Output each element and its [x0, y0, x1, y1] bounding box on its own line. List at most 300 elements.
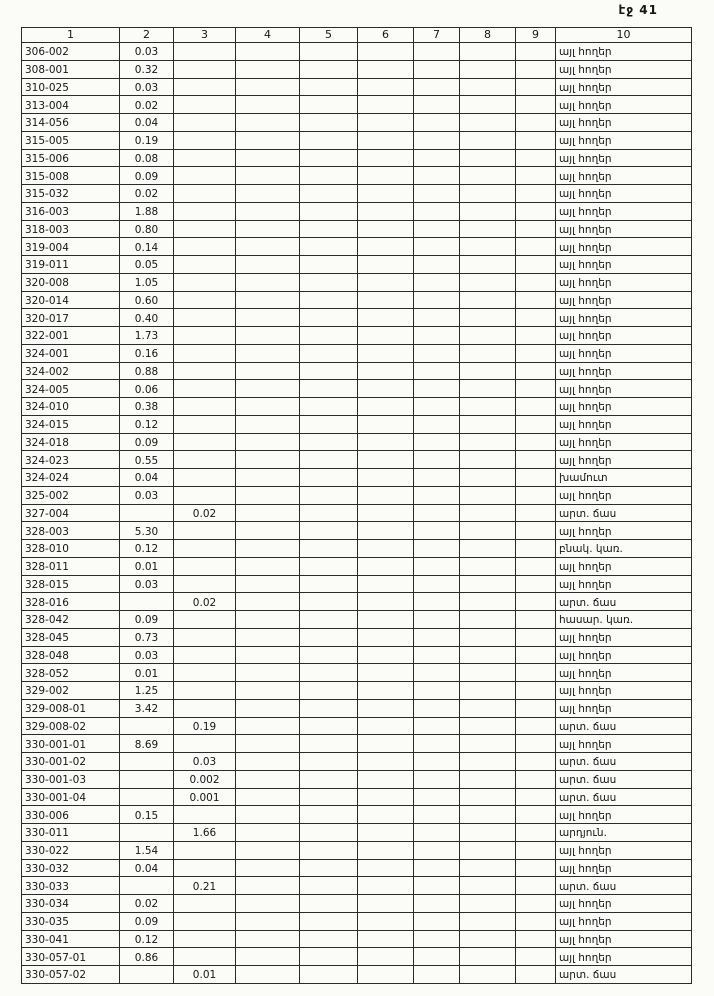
- cell-empty: [414, 256, 460, 274]
- cell-v2: 5.30: [120, 522, 174, 540]
- cell-code: 330-001-02: [22, 753, 120, 771]
- cell-empty: [358, 238, 414, 256]
- cell-empty: [300, 398, 358, 416]
- cell-v3: [174, 344, 236, 362]
- cell-empty: [460, 469, 516, 487]
- cell-use: այլ հողեր: [556, 912, 692, 930]
- table-row: [22, 486, 692, 504]
- cell-empty: [358, 540, 414, 558]
- cell-empty: [516, 753, 556, 771]
- cell-empty: [300, 770, 358, 788]
- cell-empty: [460, 646, 516, 664]
- cell-empty: [358, 327, 414, 345]
- cell-empty: [414, 202, 460, 220]
- cell-empty: [460, 682, 516, 700]
- cell-empty: [358, 735, 414, 753]
- cell-empty: [460, 433, 516, 451]
- cell-empty: [516, 344, 556, 362]
- cell-code: 330-057-02: [22, 966, 120, 984]
- cell-empty: [300, 78, 358, 96]
- cell-empty: [516, 895, 556, 913]
- cell-v3: [174, 912, 236, 930]
- cell-code: 330-035: [22, 912, 120, 930]
- cell-empty: [236, 912, 300, 930]
- cell-use: այլ հողեր: [556, 646, 692, 664]
- cell-use: արտ. ճաս: [556, 966, 692, 984]
- table-row: [22, 149, 692, 167]
- cell-empty: [236, 469, 300, 487]
- cell-empty: [414, 327, 460, 345]
- cell-empty: [236, 806, 300, 824]
- table-row: [22, 841, 692, 859]
- cell-empty: [516, 877, 556, 895]
- cell-empty: [300, 966, 358, 984]
- cell-use: այլ հողեր: [556, 451, 692, 469]
- cell-use: այլ հողեր: [556, 96, 692, 114]
- cell-empty: [358, 877, 414, 895]
- cell-code: 330-001-04: [22, 788, 120, 806]
- cell-v3: [174, 185, 236, 203]
- cell-empty: [516, 859, 556, 877]
- cell-empty: [358, 628, 414, 646]
- cell-empty: [516, 167, 556, 185]
- cell-v2: 0.12: [120, 930, 174, 948]
- cell-v3: [174, 682, 236, 700]
- cell-empty: [460, 717, 516, 735]
- cell-v3: [174, 273, 236, 291]
- cell-use: այլ հողեր: [556, 273, 692, 291]
- cell-code: 328-042: [22, 611, 120, 629]
- cell-code: 315-005: [22, 131, 120, 149]
- cell-empty: [358, 433, 414, 451]
- cell-empty: [414, 451, 460, 469]
- cell-code: 314-056: [22, 114, 120, 132]
- cell-v3: [174, 486, 236, 504]
- cell-empty: [460, 43, 516, 61]
- cell-v3: 0.002: [174, 770, 236, 788]
- cell-empty: [414, 682, 460, 700]
- cell-use: արտ. ճաս: [556, 593, 692, 611]
- table-row: [22, 948, 692, 966]
- table-row: [22, 504, 692, 522]
- column-header: 6: [358, 28, 414, 43]
- cell-code: 320-008: [22, 273, 120, 291]
- cell-use: այլ հողեր: [556, 699, 692, 717]
- cell-use: այլ հողեր: [556, 114, 692, 132]
- cell-use: այլ հողեր: [556, 220, 692, 238]
- cell-empty: [358, 398, 414, 416]
- cell-code: 328-048: [22, 646, 120, 664]
- cell-empty: [460, 948, 516, 966]
- cell-code: 328-015: [22, 575, 120, 593]
- cell-v2: 0.03: [120, 575, 174, 593]
- cell-empty: [414, 859, 460, 877]
- cell-empty: [236, 433, 300, 451]
- cell-v2: 0.01: [120, 557, 174, 575]
- cell-v2: [120, 966, 174, 984]
- cell-code: 330-006: [22, 806, 120, 824]
- cell-empty: [300, 167, 358, 185]
- cell-v2: [120, 824, 174, 842]
- cell-empty: [358, 309, 414, 327]
- cell-empty: [300, 362, 358, 380]
- cell-code: 330-057-01: [22, 948, 120, 966]
- cell-v3: [174, 930, 236, 948]
- table-row: [22, 327, 692, 345]
- cell-code: 310-025: [22, 78, 120, 96]
- cell-v3: [174, 415, 236, 433]
- cell-empty: [516, 699, 556, 717]
- cell-empty: [460, 753, 516, 771]
- cell-empty: [300, 682, 358, 700]
- cell-empty: [236, 344, 300, 362]
- cell-empty: [516, 682, 556, 700]
- cell-empty: [300, 628, 358, 646]
- table-row: [22, 966, 692, 984]
- cell-use: այլ հողեր: [556, 291, 692, 309]
- cell-empty: [236, 841, 300, 859]
- cell-v3: [174, 43, 236, 61]
- cell-v2: 1.73: [120, 327, 174, 345]
- column-header: 5: [300, 28, 358, 43]
- cell-empty: [414, 273, 460, 291]
- cell-code: 320-017: [22, 309, 120, 327]
- cell-empty: [236, 824, 300, 842]
- cell-empty: [300, 309, 358, 327]
- cell-empty: [300, 717, 358, 735]
- cell-v3: [174, 238, 236, 256]
- cell-use: այլ հողեր: [556, 806, 692, 824]
- cell-empty: [414, 930, 460, 948]
- cell-empty: [460, 238, 516, 256]
- table-row: [22, 717, 692, 735]
- cell-v3: [174, 433, 236, 451]
- cell-empty: [236, 60, 300, 78]
- cell-empty: [358, 256, 414, 274]
- cell-use: այլ հողեր: [556, 362, 692, 380]
- cell-empty: [516, 930, 556, 948]
- cell-v3: [174, 167, 236, 185]
- cell-empty: [516, 220, 556, 238]
- cell-empty: [236, 398, 300, 416]
- cell-empty: [414, 60, 460, 78]
- cell-empty: [516, 309, 556, 327]
- cell-empty: [460, 966, 516, 984]
- cell-empty: [236, 238, 300, 256]
- cell-code: 324-005: [22, 380, 120, 398]
- cell-empty: [516, 806, 556, 824]
- cell-empty: [236, 646, 300, 664]
- cell-empty: [516, 380, 556, 398]
- cell-code: 330-022: [22, 841, 120, 859]
- cell-v3: [174, 60, 236, 78]
- cell-empty: [236, 504, 300, 522]
- cell-empty: [236, 96, 300, 114]
- cell-v2: 0.88: [120, 362, 174, 380]
- cell-v2: 0.55: [120, 451, 174, 469]
- cell-empty: [358, 291, 414, 309]
- cell-empty: [358, 611, 414, 629]
- cell-empty: [460, 362, 516, 380]
- table-row: [22, 824, 692, 842]
- cell-code: 319-011: [22, 256, 120, 274]
- cell-code: 320-014: [22, 291, 120, 309]
- cell-empty: [414, 167, 460, 185]
- cell-empty: [300, 646, 358, 664]
- cell-empty: [516, 131, 556, 149]
- cell-use: այլ հողեր: [556, 682, 692, 700]
- table-body: [22, 43, 692, 984]
- cell-empty: [358, 149, 414, 167]
- cell-v2: 0.02: [120, 895, 174, 913]
- table-row: [22, 220, 692, 238]
- cell-use: խամուտ: [556, 469, 692, 487]
- cell-empty: [236, 557, 300, 575]
- cell-v3: [174, 841, 236, 859]
- cell-empty: [236, 682, 300, 700]
- cell-v3: [174, 664, 236, 682]
- cell-empty: [516, 78, 556, 96]
- cell-empty: [236, 859, 300, 877]
- cell-empty: [358, 273, 414, 291]
- cell-empty: [300, 824, 358, 842]
- cell-use: այլ հողեր: [556, 344, 692, 362]
- cell-empty: [516, 735, 556, 753]
- cell-empty: [300, 877, 358, 895]
- cell-code: 308-001: [22, 60, 120, 78]
- cell-empty: [460, 309, 516, 327]
- cell-v2: 0.03: [120, 646, 174, 664]
- cell-empty: [358, 131, 414, 149]
- cell-v2: 0.04: [120, 469, 174, 487]
- cell-empty: [414, 131, 460, 149]
- cell-use: արդյուն.: [556, 824, 692, 842]
- cell-empty: [516, 540, 556, 558]
- cell-code: 322-001: [22, 327, 120, 345]
- cell-empty: [516, 593, 556, 611]
- cell-empty: [414, 522, 460, 540]
- cell-v2: 0.32: [120, 60, 174, 78]
- cell-use: այլ հողեր: [556, 131, 692, 149]
- table-row: [22, 309, 692, 327]
- cell-use: այլ հողեր: [556, 238, 692, 256]
- cell-empty: [300, 735, 358, 753]
- cell-empty: [516, 256, 556, 274]
- table-row: [22, 912, 692, 930]
- table-row: [22, 60, 692, 78]
- cell-empty: [300, 256, 358, 274]
- table-row: [22, 788, 692, 806]
- cell-v2: 0.05: [120, 256, 174, 274]
- cell-v3: 0.02: [174, 504, 236, 522]
- cell-empty: [236, 966, 300, 984]
- cell-v3: [174, 362, 236, 380]
- cell-v3: [174, 451, 236, 469]
- cell-empty: [460, 291, 516, 309]
- cell-empty: [460, 185, 516, 203]
- cell-empty: [236, 948, 300, 966]
- cell-empty: [236, 522, 300, 540]
- cell-empty: [300, 859, 358, 877]
- cell-empty: [358, 859, 414, 877]
- cell-empty: [460, 415, 516, 433]
- cell-empty: [236, 131, 300, 149]
- table-row: [22, 398, 692, 416]
- cell-empty: [236, 540, 300, 558]
- cell-empty: [358, 966, 414, 984]
- cell-empty: [414, 486, 460, 504]
- cell-empty: [300, 841, 358, 859]
- land-parcel-table: [21, 27, 692, 984]
- cell-use: այլ հողեր: [556, 628, 692, 646]
- cell-empty: [460, 220, 516, 238]
- cell-code: 328-045: [22, 628, 120, 646]
- cell-empty: [460, 557, 516, 575]
- cell-v2: 0.04: [120, 114, 174, 132]
- cell-empty: [414, 43, 460, 61]
- cell-empty: [236, 770, 300, 788]
- cell-empty: [460, 770, 516, 788]
- cell-empty: [460, 930, 516, 948]
- cell-empty: [516, 202, 556, 220]
- cell-empty: [300, 522, 358, 540]
- cell-v2: 0.08: [120, 149, 174, 167]
- cell-empty: [236, 149, 300, 167]
- cell-empty: [516, 185, 556, 203]
- cell-v3: 0.001: [174, 788, 236, 806]
- table-row: [22, 930, 692, 948]
- cell-v2: 0.16: [120, 344, 174, 362]
- cell-empty: [516, 60, 556, 78]
- cell-v3: [174, 859, 236, 877]
- cell-v3: 0.19: [174, 717, 236, 735]
- cell-use: այլ հողեր: [556, 415, 692, 433]
- cell-empty: [414, 628, 460, 646]
- cell-empty: [236, 611, 300, 629]
- cell-code: 315-008: [22, 167, 120, 185]
- cell-empty: [300, 540, 358, 558]
- cell-empty: [358, 575, 414, 593]
- cell-empty: [516, 273, 556, 291]
- cell-empty: [358, 469, 414, 487]
- cell-code: 330-033: [22, 877, 120, 895]
- table-row: [22, 469, 692, 487]
- cell-code: 329-002: [22, 682, 120, 700]
- cell-empty: [460, 841, 516, 859]
- cell-code: 329-008-01: [22, 699, 120, 717]
- cell-empty: [300, 415, 358, 433]
- column-header: 1: [22, 28, 120, 43]
- cell-empty: [414, 664, 460, 682]
- cell-empty: [236, 664, 300, 682]
- cell-empty: [414, 895, 460, 913]
- cell-empty: [516, 291, 556, 309]
- cell-empty: [516, 912, 556, 930]
- cell-empty: [414, 344, 460, 362]
- cell-empty: [516, 327, 556, 345]
- table-row: [22, 344, 692, 362]
- cell-empty: [300, 60, 358, 78]
- cell-v3: 1.66: [174, 824, 236, 842]
- cell-empty: [358, 948, 414, 966]
- cell-empty: [460, 380, 516, 398]
- cell-empty: [414, 238, 460, 256]
- cell-empty: [358, 699, 414, 717]
- cell-empty: [236, 699, 300, 717]
- cell-empty: [358, 717, 414, 735]
- cell-empty: [358, 841, 414, 859]
- cell-v2: 0.09: [120, 912, 174, 930]
- cell-v2: [120, 504, 174, 522]
- cell-empty: [358, 522, 414, 540]
- cell-v3: 0.21: [174, 877, 236, 895]
- cell-v3: [174, 398, 236, 416]
- table-row: [22, 185, 692, 203]
- cell-empty: [414, 717, 460, 735]
- cell-empty: [358, 753, 414, 771]
- cell-empty: [516, 788, 556, 806]
- table-row: [22, 415, 692, 433]
- cell-empty: [414, 380, 460, 398]
- cell-empty: [516, 238, 556, 256]
- cell-empty: [516, 824, 556, 842]
- column-header: 9: [516, 28, 556, 43]
- cell-v2: 1.88: [120, 202, 174, 220]
- cell-empty: [516, 469, 556, 487]
- table-row: [22, 682, 692, 700]
- cell-code: 324-015: [22, 415, 120, 433]
- cell-empty: [236, 273, 300, 291]
- cell-use: այլ հողեր: [556, 575, 692, 593]
- cell-v3: [174, 202, 236, 220]
- cell-empty: [460, 912, 516, 930]
- cell-empty: [358, 220, 414, 238]
- cell-use: այլ հողեր: [556, 522, 692, 540]
- table-row: [22, 753, 692, 771]
- cell-v3: [174, 522, 236, 540]
- cell-v2: 0.02: [120, 185, 174, 203]
- table-row: [22, 770, 692, 788]
- cell-empty: [516, 628, 556, 646]
- cell-empty: [236, 43, 300, 61]
- cell-empty: [358, 43, 414, 61]
- cell-empty: [358, 344, 414, 362]
- cell-empty: [236, 735, 300, 753]
- cell-v3: 0.03: [174, 753, 236, 771]
- cell-code: 328-011: [22, 557, 120, 575]
- cell-empty: [300, 486, 358, 504]
- cell-v3: [174, 735, 236, 753]
- cell-use: այլ հողեր: [556, 398, 692, 416]
- cell-use: հասար. կառ.: [556, 611, 692, 629]
- cell-empty: [460, 96, 516, 114]
- cell-v2: 8.69: [120, 735, 174, 753]
- table-row: [22, 451, 692, 469]
- cell-v2: 0.09: [120, 167, 174, 185]
- cell-empty: [236, 114, 300, 132]
- table-row: [22, 167, 692, 185]
- cell-v2: [120, 717, 174, 735]
- cell-empty: [516, 114, 556, 132]
- cell-code: 330-034: [22, 895, 120, 913]
- cell-use: արտ. ճաս: [556, 877, 692, 895]
- table-row: [22, 202, 692, 220]
- cell-v2: 0.04: [120, 859, 174, 877]
- cell-empty: [516, 611, 556, 629]
- cell-empty: [460, 593, 516, 611]
- cell-use: այլ հողեր: [556, 841, 692, 859]
- cell-use: այլ հողեր: [556, 859, 692, 877]
